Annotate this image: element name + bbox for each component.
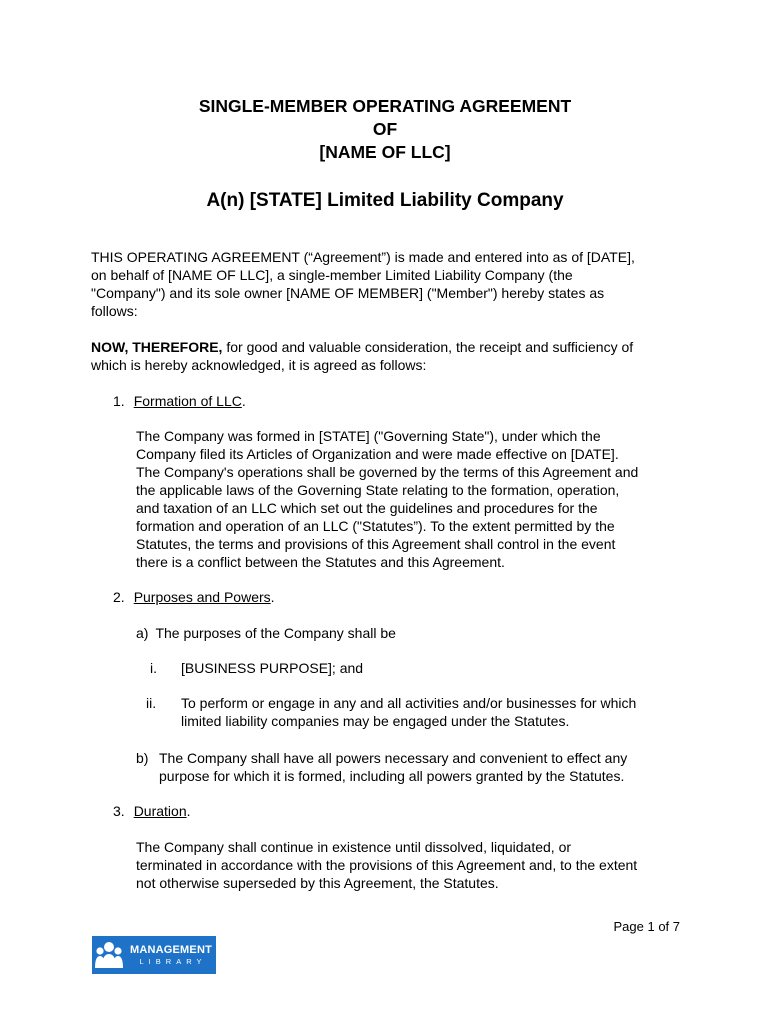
page-number: Page 1 of 7 [613,919,680,934]
section-3-heading [113,802,191,820]
section-1-title: Formation of LLC [133,393,242,409]
section-3-line: The Company shall continue in existence until dissolved, liquidated, or [136,839,572,855]
intro-line: on behalf of [NAME OF LLC], a single-member Limited Liability Company (the [91,267,573,283]
management-library-logo [92,936,216,974]
section-1-line: Company filed its Articles of Organization and were made effective on [DATE]. [136,446,619,462]
intro-paragraph [91,248,635,320]
item-ii-line: limited liability companies may be engaged under the Statutes. [181,713,570,729]
logo-word-management: MANAGEMENT [129,944,213,956]
section-1-line: formation and operation of an LLC ("Statutes”). To the extent permitted by the [136,518,615,534]
section-1-line: Statutes, the terms and provisions of this Agreement shall control in the event [136,536,616,552]
section-2-item-i-text: [BUSINESS PURPOSE]; and [181,660,364,676]
title-line-3: [NAME OF LLC] [319,142,451,162]
people-icon [92,936,126,974]
section-3-line: not otherwise superseded by this Agreement, the Statutes. [136,875,499,891]
section-3-body [136,838,637,892]
intro-line: follows: [91,303,138,319]
section-2-number: 2. [113,589,125,605]
section-2-item-ii-body [181,694,636,730]
section-2-item-b-label: b) [136,750,149,766]
item-a-text: The purposes of the Company shall be [155,625,396,641]
section-3-period: . [186,803,191,819]
section-1-line: the applicable laws of the Governing State relating to the formation, operation, [136,482,620,498]
section-1-period: . [241,393,246,409]
section-1-body [136,427,638,571]
section-2-item-i-label: i. [150,660,157,676]
section-2-title: Purposes and Powers [133,589,271,605]
whereas-bold-lead: NOW, THEREFORE, [91,339,223,355]
section-2-item-ii-label: ii. [146,695,157,711]
logo-word-library: LIBRARY [139,957,207,966]
section-1-number: 1. [113,393,125,409]
section-2-period: . [270,589,275,605]
logo-text [126,943,216,967]
section-1-line: and taxation of an LLC which set out the guidelines and procedures for the [136,500,598,516]
whereas-line-1 [91,338,633,356]
section-1-line: The Company was formed in [STATE] ("Governing State"), under which the [136,428,601,444]
item-b-line: The Company shall have all powers necessary and convenient to effect any [159,750,628,766]
document-subtitle: A(n) [STATE] Limited Liability Company [206,190,564,211]
section-3-number: 3. [113,803,125,819]
section-2-heading [113,588,275,606]
title-line-2: OF [372,119,398,139]
section-1-line: The Company's operations shall be governed by the terms of this Agreement and [136,464,639,480]
item-a-label: a) [136,625,149,641]
item-b-line: purpose for which it is formed, including all powers granted by the Statutes. [159,768,625,784]
section-2-item-b-body [159,749,627,785]
section-1-heading [113,392,246,410]
section-3-line: terminated in accordance with the provisions of this Agreement and, to the extent [136,857,638,873]
whereas-line-2: which is hereby acknowledged, it is agreed as follows: [91,357,427,373]
intro-line: THIS OPERATING AGREEMENT (“Agreement”) is made and entered into as of [DATE], [91,249,635,265]
whereas-paragraph [91,338,633,374]
intro-line: "Company") and its sole owner [NAME OF MEMBER] ("Member") hereby states as [91,285,605,301]
section-2-item-a [136,624,396,642]
item-ii-line: To perform or engage in any and all activities and/or businesses for which [181,695,637,711]
section-3-title: Duration [133,803,187,819]
whereas-line-1-rest: for good and valuable consideration, the receipt and sufficiency of [222,339,634,355]
title-line-1: SINGLE-MEMBER OPERATING AGREEMENT [198,96,572,116]
section-1-line: there is a conflict between the Statutes and this Agreement. [136,554,505,570]
